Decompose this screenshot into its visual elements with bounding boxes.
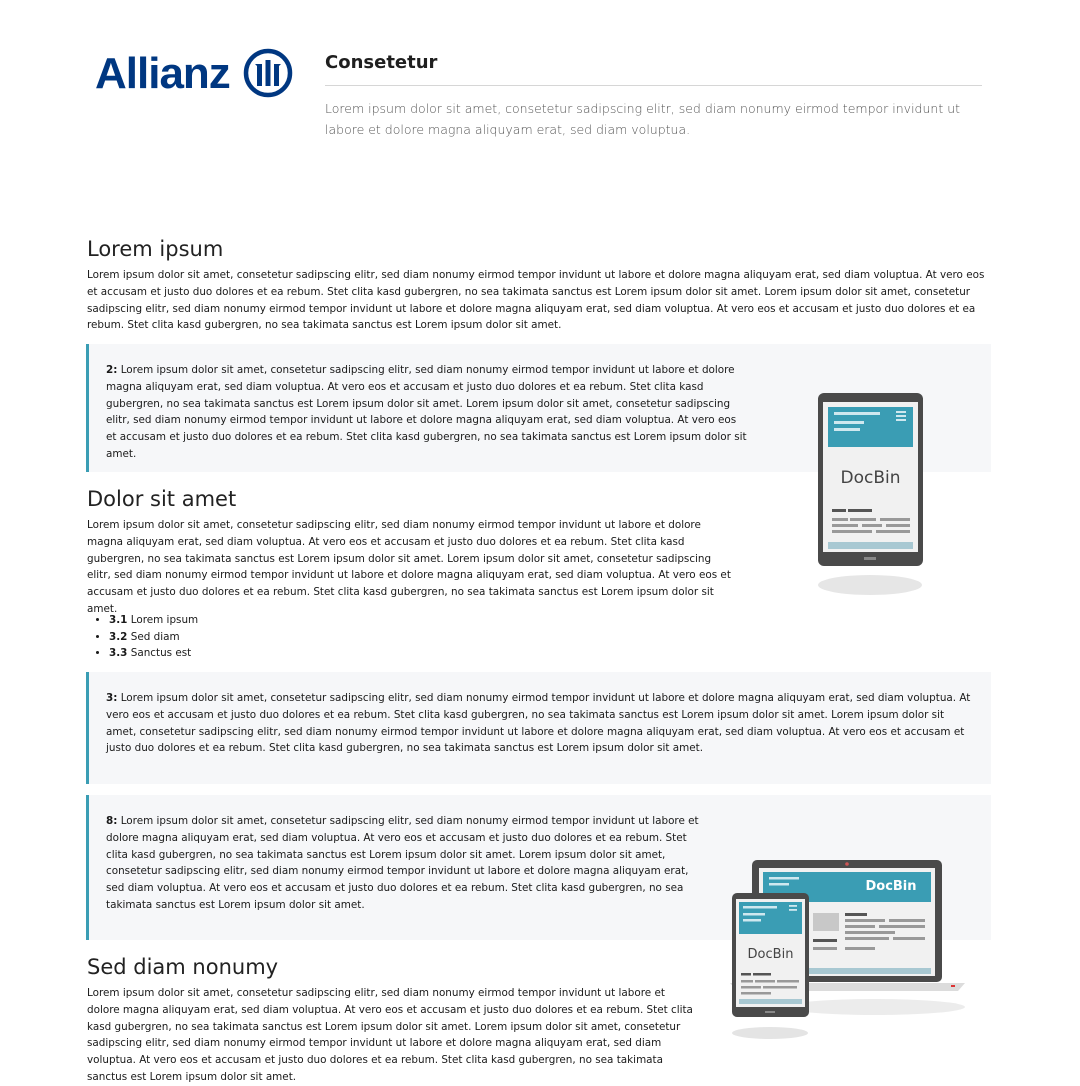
section-body-dolor-sit-amet: Lorem ipsum dolor sit amet, consetetur sadipscing elitr, sed diam nonumy eirmod tempor invidunt ut labore et dolore magna aliquyam erat, sed diam voluptua. At vero eos et accusam et justo duo dolores et ea rebum. Stet clita kasd gubergren, no sea takimata sanctus est Lorem ipsum dolor sit amet. Lorem ipsum dolor sit amet, consetetur sadipscing elitr, sed diam nonumy eirmod tempor invidunt ut labore et dolore magna aliquyam erat, sed diam voluptua. At vero eos et accusam et justo duo dolores et ea rebum. Stet clita kasd gubergren, no sea takimata sanctus est Lorem ipsum dolor sit amet.: [87, 519, 731, 615]
laptop-phone-illustration: [725, 855, 970, 1050]
tablet-illustration: [810, 390, 930, 605]
note-number: 8:: [106, 815, 118, 827]
list-item-label: Sanctus est: [130, 647, 192, 659]
list-item-number: 3.2: [109, 630, 128, 643]
note-body: Lorem ipsum dolor sit amet, consetetur sadipscing elitr, sed diam nonumy eirmod tempor invidunt ut labore et dolore magna aliquyam erat, sed diam voluptua. At vero eos et accusam et justo duo dolores et ea rebum. Stet clita kasd gubergren, no sea takimata sanctus est Lorem ipsum dolor sit amet. Lorem ipsum dolor sit amet, consetetur sadipscing elitr, sed diam nonumy eirmod tempor invidunt ut labore et dolore magna aliquyam erat, sed diam voluptua. At vero eos et accusam et justo duo dolores et ea rebum. Stet clita kasd gubergren, no sea takimata sanctus est Lorem ipsum dolor sit amet.: [106, 692, 971, 755]
note-number: 2:: [106, 364, 118, 376]
note-box-3: [86, 672, 991, 784]
list-item-label: Sed diam: [130, 630, 180, 643]
section-heading-sed-diam-nonumy: Sed diam nonumy: [87, 955, 279, 979]
list-item-label: Lorem ipsum: [130, 614, 199, 626]
note-text: [106, 690, 976, 757]
allianz-logo-wordmark: Allianz: [95, 49, 230, 98]
section-body-lorem-ipsum: Lorem ipsum dolor sit amet, consetetur sadipscing elitr, sed diam nonumy eirmod tempor invidunt ut labore et dolore magna aliquyam erat, sed diam voluptua. At vero eos et accusam et justo duo dolores et ea rebum. Stet clita kasd gubergren, no sea takimata sanctus est Lorem ipsum dolor sit amet. Lorem ipsum dolor sit amet, consetetur sadipscing elitr, sed diam nonumy eirmod tempor invidunt ut labore et dolore magna aliquyam erat, sed diam voluptua. At vero eos et accusam et justo duo dolores et ea rebum. Stet clita kasd gubergren, no sea takimata sanctus est Lorem ipsum dolor sit amet.: [87, 269, 985, 332]
list-item: [109, 629, 198, 646]
list-item: [109, 645, 198, 662]
header-lead-text: Lorem ipsum dolor sit amet, consetetur sadipscing elitr, sed diam nonumy eirmod tempor invidunt ut labore et dolore magna aliquyam erat, sed diam voluptua.: [325, 101, 961, 137]
section-body-sed-diam-nonumy: Lorem ipsum dolor sit amet, consetetur sadipscing elitr, sed diam nonumy eirmod tempor invidunt ut labore et dolore magna aliquyam erat, sed diam voluptua. At vero eos et accusam et justo duo dolores et ea rebum. Stet clita kasd gubergren, no sea takimata sanctus est Lorem ipsum dolor sit amet. Lorem ipsum dolor sit amet, consetetur sadipscing elitr, sed diam nonumy eirmod tempor invidunt ut labore et dolore magna aliquyam erat, sed diam voluptua. At vero eos et accusam et justo duo dolores et ea rebum. Stet clita kasd gubergren, no sea takimata sanctus est Lorem ipsum dolor sit amet.: [87, 987, 693, 1083]
list-item-number: 3.1: [109, 614, 128, 626]
numbered-list: [87, 612, 198, 662]
allianz-eagle-logo-icon: [243, 48, 293, 102]
page-title: Consetetur: [325, 52, 438, 73]
note-body: Lorem ipsum dolor sit amet, consetetur sadipscing elitr, sed diam nonumy eirmod tempor invidunt ut labore et dolore magna aliquyam erat, sed diam voluptua. At vero eos et accusam et justo duo dolores et ea rebum. Stet clita kasd gubergren, no sea takimata sanctus est Lorem ipsum dolor sit amet. Lorem ipsum dolor sit amet, consetetur sadipscing elitr, sed diam nonumy eirmod tempor invidunt ut labore et dolore magna aliquyam erat, sed diam voluptua. At vero eos et accusam et justo duo dolores et ea rebum. Stet clita kasd gubergren, no sea takimata sanctus est Lorem ipsum dolor sit amet.: [106, 815, 699, 911]
list-item: [109, 612, 198, 629]
section-heading-lorem-ipsum: Lorem ipsum: [87, 237, 224, 261]
list-item-number: 3.3: [109, 647, 128, 659]
note-number: 3:: [106, 692, 118, 704]
phone-docbin-label: DocBin: [747, 947, 794, 962]
tablet-docbin-label: DocBin: [840, 468, 901, 488]
section-heading-dolor-sit-amet: Dolor sit amet: [87, 487, 237, 511]
laptop-docbin-label: DocBin: [865, 879, 917, 894]
note-text: [106, 813, 701, 914]
header-divider: [325, 85, 982, 86]
note-body: Lorem ipsum dolor sit amet, consetetur sadipscing elitr, sed diam nonumy eirmod tempor invidunt ut labore et dolore magna aliquyam erat, sed diam voluptua. At vero eos et accusam et justo duo dolores et ea rebum. Stet clita kasd gubergren, no sea takimata sanctus est Lorem ipsum dolor sit amet. Lorem ipsum dolor sit amet, consetetur sadipscing elitr, sed diam nonumy eirmod tempor invidunt ut labore et dolore magna aliquyam erat, sed diam voluptua. At vero eos et accusam et justo duo dolores et ea rebum. Stet clita kasd gubergren, no sea takimata sanctus est Lorem ipsum dolor sit amet.: [106, 364, 747, 460]
note-text: [106, 362, 748, 463]
